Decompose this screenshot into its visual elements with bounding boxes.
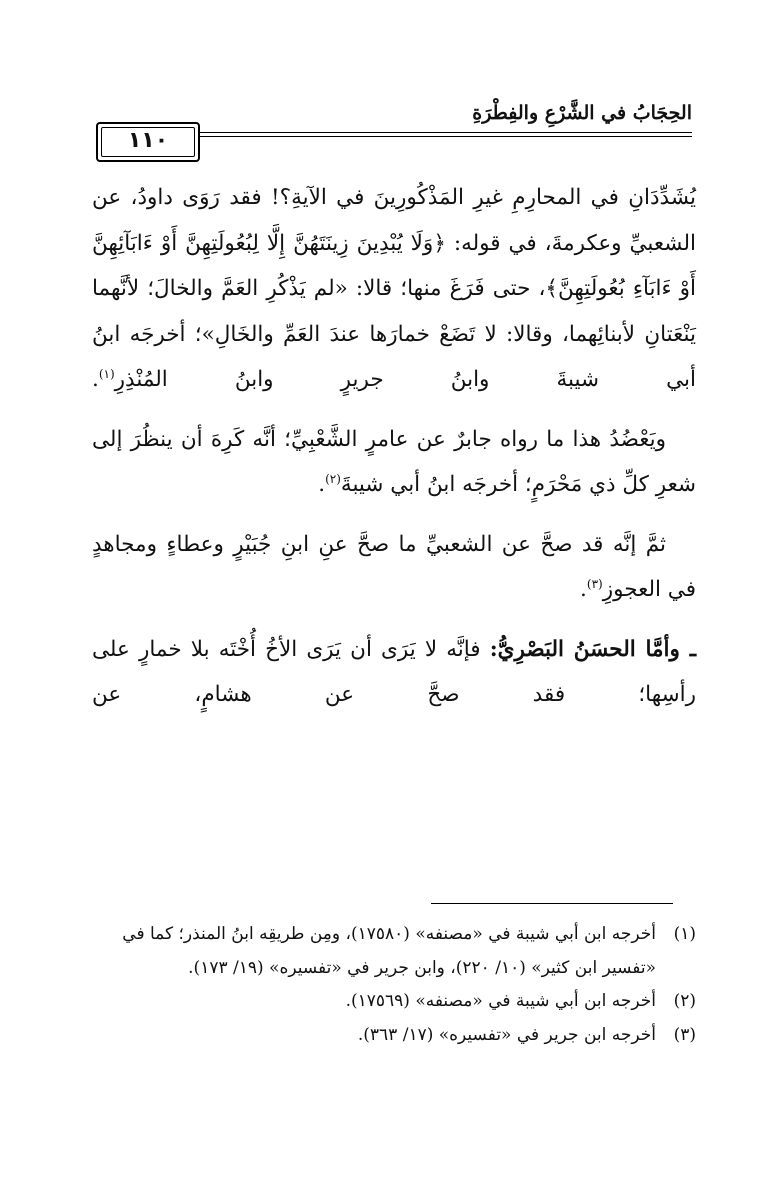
paragraph-3-text: ثمَّ إنَّه قد صحَّ عن الشعبيِّ ما صحَّ عنِ ابنِ جُبَيْرٍ وعطاءٍ ومجاهدٍ في العجوزِ xyxy=(92,531,696,602)
paragraph-1-end: . xyxy=(92,367,99,392)
footnote-number: (٢) xyxy=(673,991,696,1011)
footnote-ref-2: (٢) xyxy=(325,472,341,486)
footnote-text: أخرجه ابن أبي شيبة في «مصنفه» (١٧٥٨٠)، ومِن طريقِه ابنُ المنذر؛ كما في «تفسير ابن كثير» (١٠/ ٢٢٠)، وابن جرير في «تفسيره» (١٩/ ١٧٣). xyxy=(122,924,656,978)
paragraph-4-lead: ـ وأمَّا الحسَنُ البَصْرِيُّ: xyxy=(489,636,696,662)
footnote-separator xyxy=(431,903,673,904)
paragraph-1 xyxy=(92,175,696,403)
paragraph-1-text: يُشَدِّدَانِ في المحارِمِ غيرِ المَذْكُورِينَ في الآيةِ؟! فقد رَوَى داودُ، عن الشعبيِّ وعكرمةَ، في قوله: ﴿وَلَا يُبْدِينَ زِينَتَهُنَّ إِلَّا لِبُعُولَتِهِنَّ أَوْ ءَابَآئِهِنَّ أَوْ ءَابَآءِ بُعُولَتِهِنَّ﴾، حتى فَرَغَ منها؛ قالا: «لم يَذْكُرِ العَمَّ والخالَ؛ لأنَّهما يَنْعَتانِ لأبنائِهما، وقالا: لا تَضَعْ خمارَها عندَ العَمِّ والخَالِ»؛ أخرجَه ابنُ أبي شيبةَ وابنُ جريرٍ وابنُ المُنْذِرِ xyxy=(92,185,696,392)
paragraph-3-end: . xyxy=(580,577,587,602)
paragraph-2-text: ويَعْضُدُ هذا ما رواه جابرٌ عن عامرٍ الشَّعْبِيِّ؛ أنَّه كَرِهَ أن ينظُرَ إلى شعرِ كلِّ ذي مَحْرَمٍ؛ أخرجَه ابنُ أبي شيبةَ xyxy=(92,426,696,497)
footnotes xyxy=(92,918,696,1052)
page-number: ١١٠ xyxy=(127,128,169,153)
footnote-text: أخرجه ابن جرير في «تفسيره» (١٧/ ٣٦٣). xyxy=(357,1024,656,1045)
footnote-text: أخرجه ابن أبي شيبة في «مصنفه» (١٧٥٦٩). xyxy=(345,991,656,1011)
footnote-1 xyxy=(92,918,696,985)
page-number-frame xyxy=(96,122,200,162)
footnote-ref-3: (٣) xyxy=(586,577,603,591)
paragraph-4-text: فإنَّه لا يَرَى أن يَرَى الأخُ أُخْتَه بلا خمارٍ على رأسِها؛ فقد صحَّ عن هشامٍ، عن xyxy=(92,636,696,707)
running-title: الحِجَابُ في الشَّرْعِ والفِطْرَةِ xyxy=(472,102,692,124)
footnote-number: (٣) xyxy=(673,1024,696,1045)
paragraph-3 xyxy=(92,522,696,613)
page-header xyxy=(96,100,692,160)
footnote-2 xyxy=(92,985,696,1019)
footnote-ref-1: (١) xyxy=(98,367,115,381)
main-text xyxy=(92,175,696,718)
footnote-3 xyxy=(92,1019,696,1053)
paragraph-4 xyxy=(92,627,696,718)
paragraph-2 xyxy=(92,417,696,508)
footnote-number: (١) xyxy=(673,924,696,944)
paragraph-2-end: . xyxy=(318,472,326,497)
